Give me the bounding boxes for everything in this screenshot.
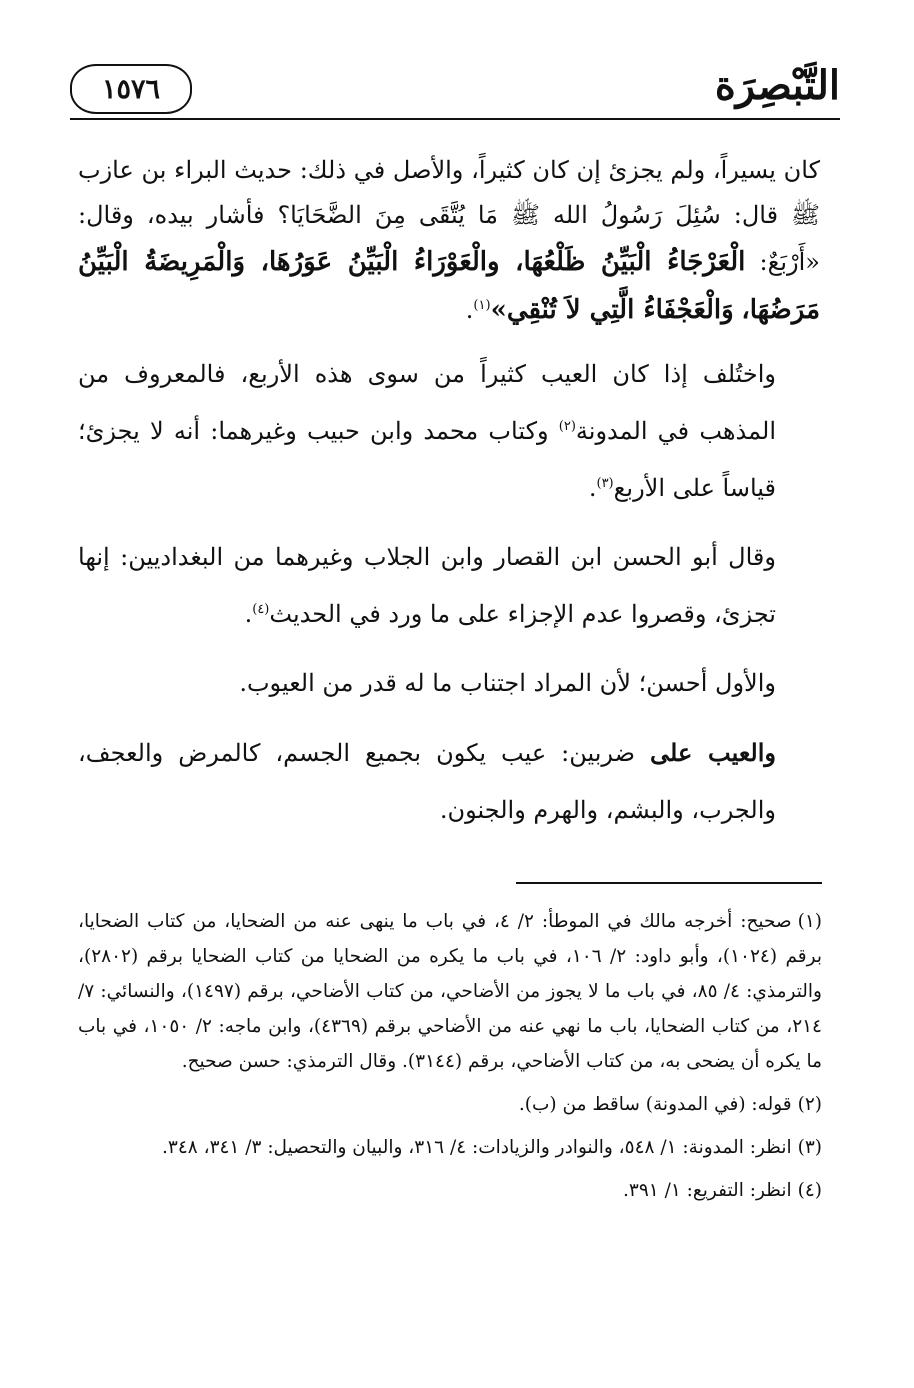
paragraph-3-text: وقال أبو الحسن ابن القصار وابن الجلاب وغيرهما من البغداديين: إنها تجزئ، وقصروا عدم الإجزاء على ما ورد في الحديث	[78, 543, 776, 628]
paragraph-2-text-b: وكتاب محمد وابن حبيب وغيرهما: أنه لا يجزئ؛ قياساً على الأربع	[78, 417, 776, 502]
paragraph-2-text-a: واختُلف إذا كان العيب كثيراً من سوى هذه الأربع، فالمعروف من المذهب في المدونة	[78, 360, 776, 445]
header-rule	[70, 118, 840, 120]
paragraph-3-end: .	[244, 600, 253, 628]
footnote-4	[78, 1173, 822, 1208]
page-number: ١٥٧٦	[70, 64, 192, 114]
paragraph-4	[78, 655, 820, 712]
paragraph-4-text: والأول أحسن؛ لأن المراد اجتناب ما له قدر من العيوب.	[239, 669, 776, 697]
footnote-ref-4[interactable]: (٤)	[252, 602, 270, 617]
footnote-3	[78, 1130, 822, 1165]
footnote-1	[78, 904, 822, 1079]
footnote-number: (٢)	[797, 1094, 822, 1115]
paragraph-5-text: ضربين: عيب يكون بجميع الجسم، كالمرض والعجف، والجرب، والبشم، والهرم والجنون.	[78, 739, 776, 824]
page-header	[70, 58, 840, 128]
footnote-2	[78, 1087, 822, 1122]
main-text	[78, 148, 820, 851]
footnote-number: (٣)	[797, 1137, 822, 1158]
footnote-ref-1[interactable]: (١)	[473, 298, 491, 313]
running-title: التَّبْصِرَة	[714, 62, 840, 109]
footnote-text: انظر: التفريع: ١/ ٣٩١.	[623, 1180, 792, 1201]
hadith-bold-line-2: وَالْعَجْفَاءُ الَّتِي لاَ تُنْقِي»	[490, 295, 734, 325]
footnote-ref-3[interactable]: (٣)	[596, 476, 614, 491]
hadith-bold-line-1: الْعَرْجَاءُ الْبَيِّنُ ظَلْعُهَا، والْعَوْرَاءُ الْبَيِّنُ عَوَرُهَا، وَالْمَرِيضَةُ الْبَيِّنُ مَرَضُهَا،	[78, 247, 820, 325]
paragraph-5	[78, 724, 820, 839]
paragraph-1-text: كان يسيراً، ولم يجزئ إن كان كثيراً، والأصل في ذلك: حديث البراء بن عازب ﷺ قال: سُئِلَ رَسُولُ الله ﷺ مَا يُتَّقَى مِنَ الضَّحَايَا؟ فأشار بيده، وقال: «أَرْبَعٌ:	[78, 156, 820, 276]
footnote-ref-2[interactable]: (٢)	[558, 419, 576, 434]
paragraph-1-end: .	[465, 296, 474, 324]
paragraph-1	[78, 148, 820, 334]
footnote-number: (١)	[797, 911, 823, 932]
footnotes	[78, 904, 822, 1216]
paragraph-5-bold-lead: والعيب على	[650, 738, 776, 767]
footnote-text: قوله: (في المدونة) ساقط من (ب).	[518, 1094, 792, 1115]
footnote-separator	[516, 882, 822, 884]
footnote-text: صحيح: أخرجه مالك في الموطأ: ٢/ ٤، في باب ما ينهى عنه من الضحايا، من كتاب الضحايا، برقم (١٠٢٤)، وأبو داود: ٢/ ١٠٦، في باب ما يكره من الضحايا من كتاب الضحايا برقم (٢٨٠٢)، والترمذي: ٤/ ٨٥، في باب ما لا يجوز من الأضاحي، من كتاب الأضاحي، برقم (١٤٩٧)، والنسائي: ٧/ ٢١٤، من كتاب الضحايا، باب ما نهي عنه من الأضاحي برقم (٤٣٦٩)، وابن ماجه: ٢/ ١٠٥٠، في باب ما يكره أن يضحى به، من كتاب الأضاحي، برقم (٣١٤٤). وقال الترمذي: حسن صحيح.	[78, 911, 822, 1072]
paragraph-2	[78, 346, 820, 517]
footnote-number: (٤)	[797, 1180, 822, 1201]
paragraph-3	[78, 529, 820, 643]
footnote-text: انظر: المدونة: ١/ ٥٤٨، والنوادر والزيادات: ٤/ ٣١٦، والبيان والتحصيل: ٣/ ٣٤١، ٣٤٨.	[162, 1137, 792, 1158]
paragraph-2-end: .	[588, 474, 597, 502]
